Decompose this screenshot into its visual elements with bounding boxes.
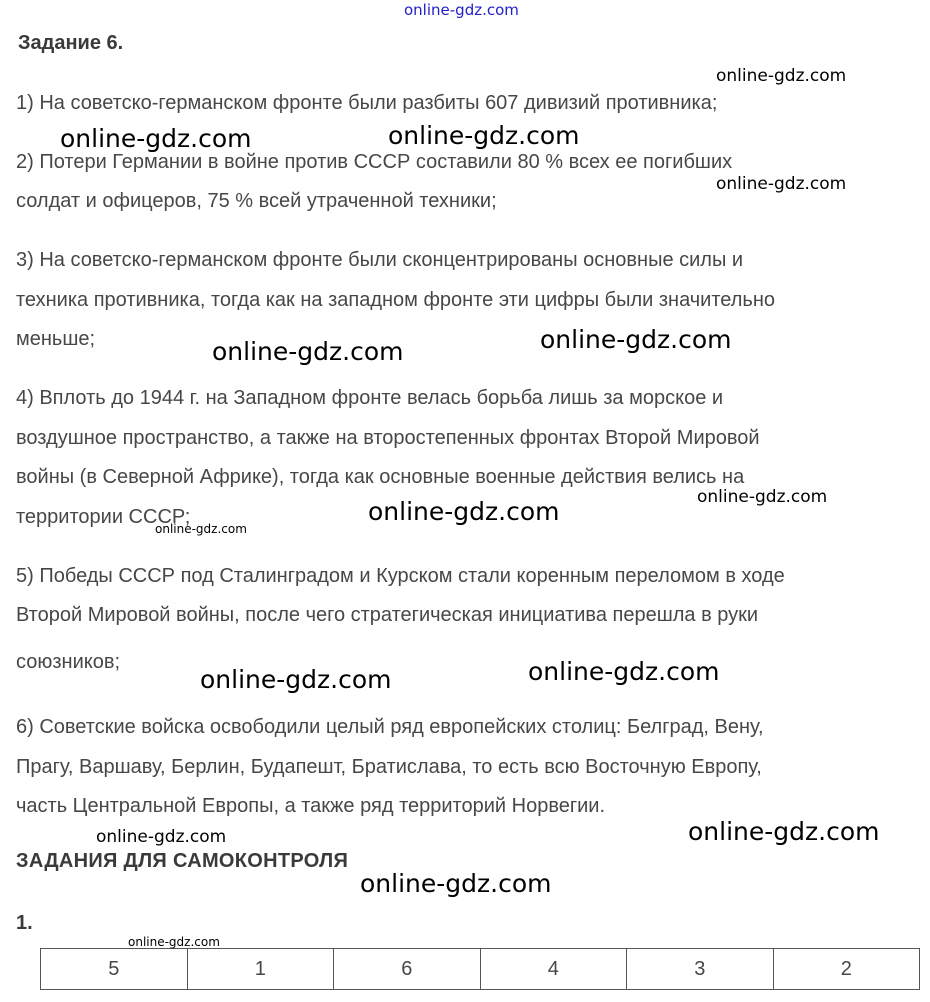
paragraph-line: войны (в Северной Африке), тогда как основные военные действия велись на (16, 466, 745, 488)
paragraph-line: 3) На советско-германском фронте были сконцентрированы основные силы и (16, 249, 744, 271)
watermark: online-gdz.com (368, 497, 560, 526)
paragraph-line: часть Центральной Европы, а также ряд территорий Норвегии. (16, 795, 606, 817)
paragraph-line: меньше; (16, 328, 96, 350)
table-cell: 2 (773, 949, 920, 990)
watermark: online-gdz.com (200, 665, 392, 694)
paragraph-line: территории СССР; (16, 506, 191, 528)
table-cell: 6 (334, 949, 481, 990)
table-cell: 3 (627, 949, 774, 990)
task-title: Задание 6. (18, 32, 124, 54)
watermark: online-gdz.com (540, 325, 732, 354)
watermark: online-gdz.com (697, 487, 828, 507)
table-cell: 5 (41, 949, 188, 990)
paragraph-line: воздушное пространство, а также на второстепенных фронтах Второй Мировой (16, 427, 760, 449)
paragraph-line: 6) Советские войска освободили целый ряд европейских столиц: Белград, Вену, (16, 716, 764, 738)
task-number: 1. (16, 912, 33, 934)
watermark: online-gdz.com (155, 522, 247, 536)
watermark: online-gdz.com (716, 66, 847, 86)
paragraph-line: 1) На советско-германском фронте были разбиты 607 дивизий противника; (16, 92, 718, 114)
table-cell: 4 (480, 949, 627, 990)
header-watermark: online-gdz.com (404, 1, 519, 19)
table-row (41, 949, 920, 990)
table-cell: 1 (187, 949, 334, 990)
paragraph-line: 2) Потери Германии в войне против СССР составили 80 % всех ее погибших (16, 151, 733, 173)
watermark: online-gdz.com (212, 337, 404, 366)
paragraph-line: 5) Победы СССР под Сталинградом и Курском стали коренным переломом в ходе (16, 565, 785, 587)
watermark: online-gdz.com (96, 827, 227, 847)
section-title: ЗАДАНИЯ ДЛЯ САМОКОНТРОЛЯ (16, 850, 349, 872)
paragraph-line: Второй Мировой войны, после чего стратегическая инициатива перешла в руки (16, 604, 759, 626)
watermark: online-gdz.com (688, 817, 880, 846)
watermark: online-gdz.com (528, 657, 720, 686)
watermark: online-gdz.com (60, 124, 252, 153)
paragraph-line: 4) Вплоть до 1944 г. на Западном фронте велась борьба лишь за морское и (16, 387, 724, 409)
watermark: online-gdz.com (128, 935, 220, 949)
paragraph-line: солдат и офицеров, 75 % всей утраченной техники; (16, 190, 497, 212)
paragraph-line: Прагу, Варшаву, Берлин, Будапешт, Братислава, то есть всю Восточную Европу, (16, 756, 762, 778)
paragraph-line: техника противника, тогда как на западном фронте эти цифры были значительно (16, 289, 776, 311)
paragraph-line: союзников; (16, 651, 121, 673)
answer-table (40, 948, 920, 990)
watermark: online-gdz.com (716, 174, 847, 194)
watermark: online-gdz.com (360, 869, 552, 898)
watermark: online-gdz.com (388, 121, 580, 150)
